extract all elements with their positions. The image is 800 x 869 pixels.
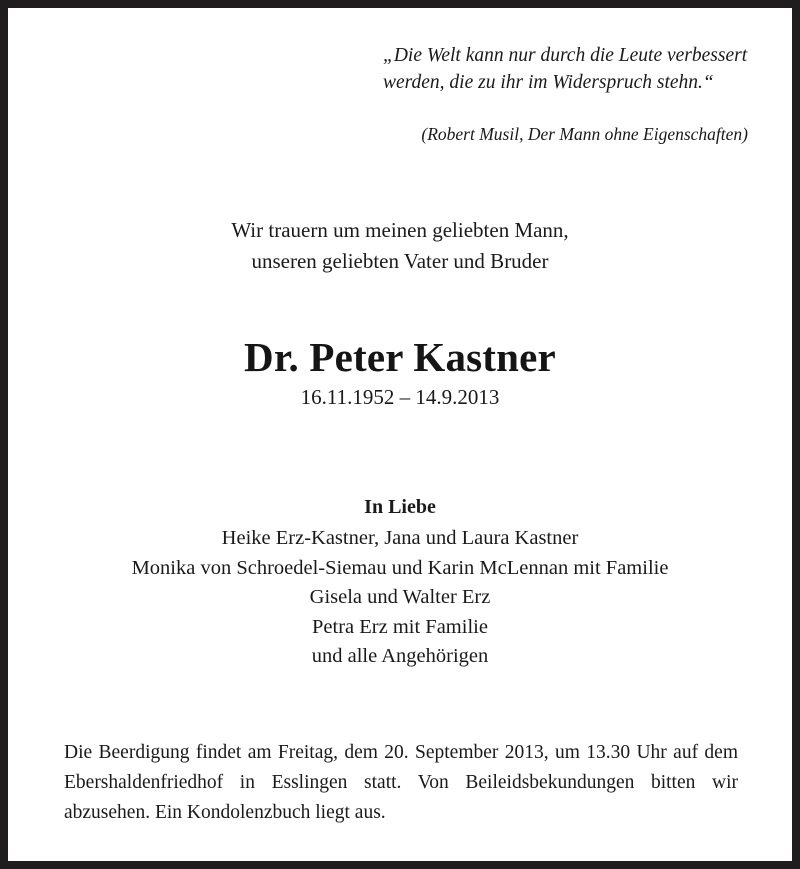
list-item: und alle Angehörigen [311,645,489,667]
mourning-intro-line-1: Wir trauern um meinen geliebten Mann, [231,218,569,242]
list-item: Gisela und Walter Erz [309,586,491,608]
list-item: Heike Erz-Kastner, Jana und Laura Kastner [221,527,579,549]
funeral-details [64,738,738,828]
notice-content [10,10,790,859]
epigraph-attribution: (Robert Musil, Der Mann ohne Eigenschaften) [421,124,748,144]
mourning-intro-line-2: unseren geliebten Vater und Bruder [251,249,549,273]
survivors-list [10,524,790,672]
mourning-intro [10,215,790,277]
epigraph-block [383,42,748,146]
deceased-life-dates: 16.11.1952 – 14.9.2013 [300,385,500,409]
survivors-heading: In Liebe [364,496,436,518]
list-item: Monika von Schroedel-Siemau und Karin McLennan mit Familie [131,556,669,579]
survivors-block [10,492,790,672]
list-item: Petra Erz mit Familie [312,615,488,638]
deceased-name: Dr. Peter Kastner [244,334,556,380]
funeral-details-text: Die Beerdigung findet am Freitag, dem 20. September 2013, um 13.30 Uhr auf dem Ebershaldenfriedhof in Esslingen statt. Von Beileidsbekundungen bitten wir abzusehen. Ein Kondolenzbuch liegt aus. [64,742,738,823]
epigraph-quote: „Die Welt kann nur durch die Leute verbessert werden, die zu ihr im Widerspruch stehn.“ [383,45,748,93]
